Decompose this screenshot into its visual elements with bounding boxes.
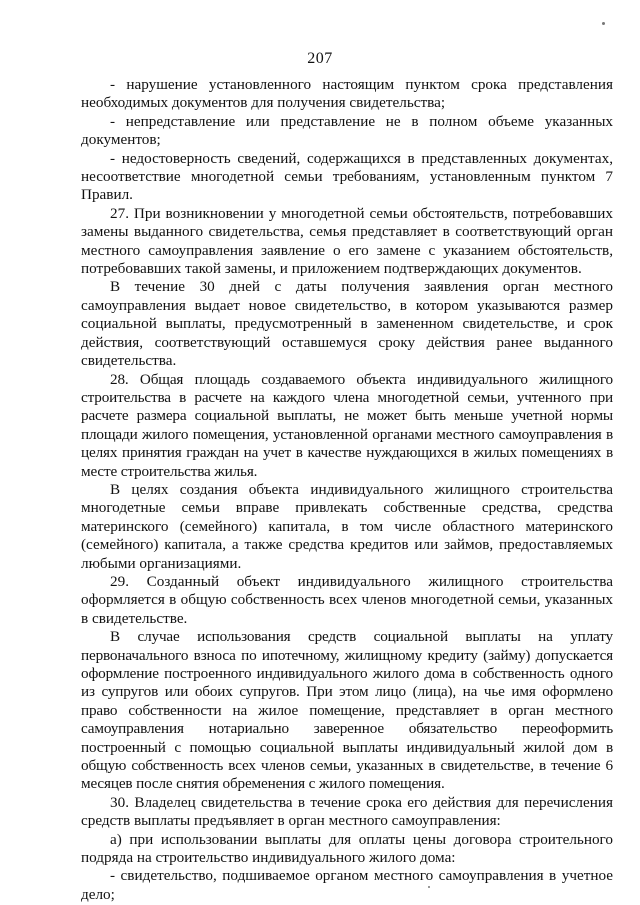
paragraph-item-27-replacement-term: В течение 30 дней с даты получения заявления орган местного самоуправления выдает новое свидетельство, в котором указываются размер социальной выплаты, предусмотренный в замененном свидетельстве, и срок действия, соответствующий оставшемуся сроку действия ранее выданного свидетельства. <box>81 278 613 370</box>
scan-speck <box>602 22 605 25</box>
paragraph-item-29-mortgage-case: В случае использования средств социальной выплаты на уплату первоначального взноса по ипотечному, жилищному кредиту (займу) допускается оформление построенного индивидуального жилого дома в собственность одного из супругов или обоих супругов. При этом лицо (лица), на чье имя оформлено право собственности на жилое помещение, представляет в орган местного самоуправления нотариально заверенное обязательство переоформить построенный с помощью социальной выплаты индивидуальный жилой дом в общую собственность всех членов семьи, указанных в свидетельстве, в течение 6 месяцев после снятия обременения с жилого помещения. <box>81 628 613 793</box>
paragraph-item-27: 27. При возникновении у многодетной семьи обстоятельств, потребовавших замены выданного свидетельства, семья представляет в соответствующий орган местного самоуправления заявление о его замене с указанием обстоятельств, потребовавших такой замены, и приложением подтверждающих документов. <box>81 204 613 278</box>
page-number: 207 <box>307 50 333 67</box>
paragraph-bullet-deadline-violation: - нарушение установленного настоящим пунктом срока представления необходимых документов для получения свидетельства; <box>81 76 613 112</box>
paragraph-item-30-bullet-certificate: - свидетельство, подшиваемое органом местного самоуправления в учетное дело; <box>81 867 613 903</box>
paragraph-item-30-subitem-a: а) при использовании выплаты для оплаты цены договора строительного подряда на строительство индивидуального жилого дома: <box>81 830 613 867</box>
document-body <box>81 76 613 904</box>
paragraph-item-29: 29. Созданный объект индивидуального жилищного строительства оформляется в общую собственность всех членов многодетной семьи, указанных в свидетельстве. <box>81 572 613 627</box>
paragraph-bullet-inaccurate-information: - недостоверность сведений, содержащихся в представленных документах, несоответствие многодетной семьи требованиям, установленным пунктом 7 Правил. <box>81 149 613 204</box>
paragraph-item-28-funding-sources: В целях создания объекта индивидуального жилищного строительства многодетные семьи вправе привлекать собственные средства, средства материнского (семейного) капитала, в том числе областного материнского (семейного) капитала, а также средства кредитов или займов, предоставляемых любыми организациями. <box>81 480 613 572</box>
paragraph-bullet-incomplete-documents: - непредставление или представление не в полном объеме указанных документов; <box>81 112 613 149</box>
paragraph-item-28: 28. Общая площадь создаваемого объекта индивидуального жилищного строительства в расчете на каждого члена многодетной семьи, учтенного при расчете размера социальной выплаты, не может быть меньше учетной нормы площади жилого помещения, установленной органами местного самоуправления в целях принятия граждан на учет в качестве нуждающихся в жилых помещениях в месте строительства жилья. <box>81 370 613 480</box>
scan-speck <box>428 886 430 888</box>
paragraph-item-30: 30. Владелец свидетельства в течение срока его действия для перечисления средств выплаты предъявляет в орган местного самоуправления: <box>81 793 613 830</box>
